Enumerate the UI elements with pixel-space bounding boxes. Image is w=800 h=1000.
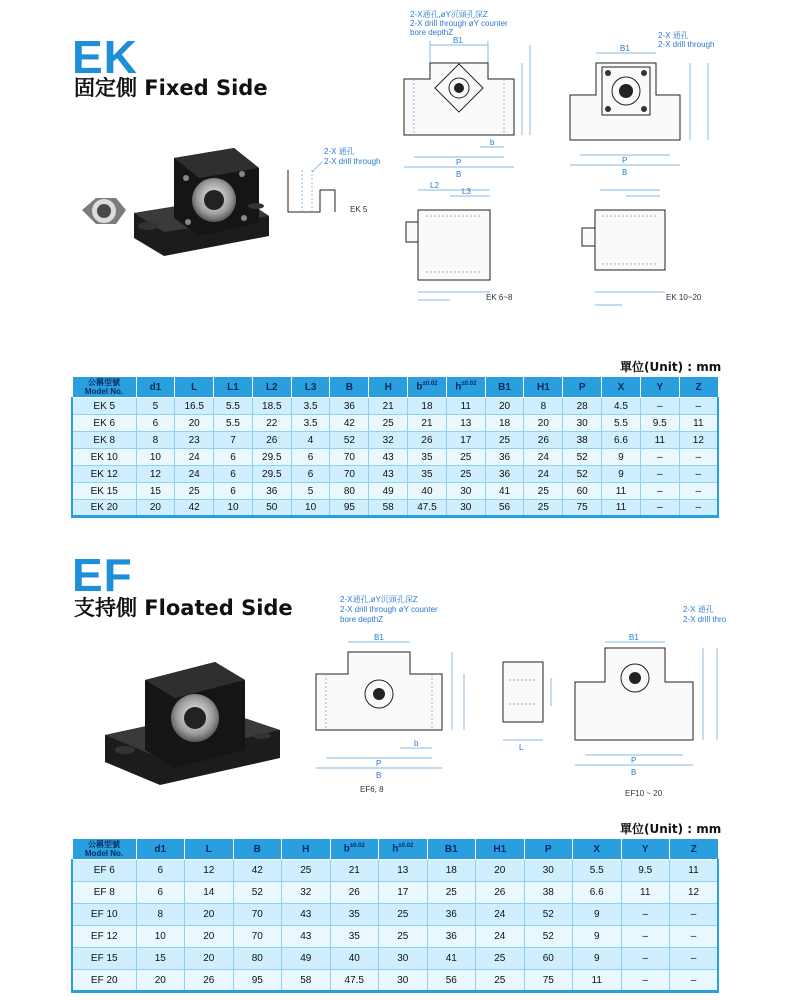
svg-text:b: b bbox=[414, 739, 419, 748]
ek5-caption: EK 5 bbox=[350, 205, 368, 214]
table-row bbox=[72, 500, 718, 517]
ef-header-h1: H1 bbox=[476, 839, 525, 860]
model-cell: EK 5 bbox=[72, 398, 136, 415]
model-cell: EK 15 bbox=[72, 483, 136, 500]
table-cell: 24 bbox=[175, 466, 214, 483]
table-row bbox=[72, 926, 718, 948]
ef-header-model: 公稱型號 Model No. bbox=[72, 839, 136, 860]
table-cell: 32 bbox=[369, 432, 408, 449]
table-cell: 42 bbox=[233, 860, 282, 882]
table-cell: 5.5 bbox=[602, 415, 641, 432]
ek-top-view-diagrams bbox=[390, 180, 770, 320]
table-cell: 11 bbox=[640, 432, 679, 449]
ek-header-h1: H1 bbox=[524, 377, 563, 398]
table-cell: 36 bbox=[485, 466, 524, 483]
model-cell: EF 6 bbox=[72, 860, 136, 882]
table-cell: 5.5 bbox=[214, 398, 253, 415]
table-cell: 25 bbox=[476, 948, 525, 970]
table-cell: 9.5 bbox=[621, 860, 670, 882]
table-row bbox=[72, 882, 718, 904]
table-cell: 6 bbox=[136, 860, 185, 882]
ek-header-p: P bbox=[563, 377, 602, 398]
ek-header-h: $h^{\pm 0.02}$ bbox=[446, 377, 485, 398]
table-cell: 10 bbox=[291, 500, 330, 517]
table-cell: 6.6 bbox=[573, 882, 622, 904]
table-cell: 9 bbox=[573, 926, 622, 948]
table-cell: 36 bbox=[330, 398, 369, 415]
table-cell: 6 bbox=[214, 466, 253, 483]
ek5-callout-line2: 2-X drill through bbox=[324, 157, 381, 166]
table-cell: 36 bbox=[427, 904, 476, 926]
table-cell: 70 bbox=[330, 466, 369, 483]
table-cell: 95 bbox=[330, 500, 369, 517]
ef-callout-drill-line1: 2-X 通孔 bbox=[683, 605, 714, 614]
table-cell: – bbox=[670, 904, 719, 926]
table-cell: 41 bbox=[485, 483, 524, 500]
ek-section-subtitle: 固定側 Fixed Side bbox=[74, 76, 268, 100]
table-cell: 52 bbox=[563, 466, 602, 483]
table-cell: 42 bbox=[175, 500, 214, 517]
table-cell: 26 bbox=[408, 432, 447, 449]
table-cell: 15 bbox=[136, 948, 185, 970]
svg-text:B: B bbox=[622, 168, 628, 177]
ek-callout-cb-line3: bore depthZ bbox=[410, 28, 454, 37]
ef-header-y: Y bbox=[621, 839, 670, 860]
table-cell: 60 bbox=[524, 948, 573, 970]
table-cell: 3.5 bbox=[291, 415, 330, 432]
table-cell: 20 bbox=[185, 948, 234, 970]
table-cell: 47.5 bbox=[408, 500, 447, 517]
table-cell: – bbox=[679, 398, 718, 415]
table-cell: 20 bbox=[485, 398, 524, 415]
ek6-caption: EK 6~8 bbox=[486, 293, 513, 302]
table-cell: 18 bbox=[485, 415, 524, 432]
table-cell: 80 bbox=[233, 948, 282, 970]
table-cell: 18.5 bbox=[252, 398, 291, 415]
ef-front-view-diagram bbox=[300, 590, 500, 810]
ek-callout-cb-line1: 2-X通孔,øY沉頭孔深Z bbox=[410, 10, 488, 19]
ef-section-subtitle: 支持側 Floated Side bbox=[74, 596, 293, 620]
table-cell: 43 bbox=[282, 904, 331, 926]
table-cell: 25 bbox=[524, 500, 563, 517]
table-cell: 12 bbox=[670, 882, 719, 904]
table-cell: 6 bbox=[291, 466, 330, 483]
ek5-side-view-diagram bbox=[280, 140, 390, 230]
table-cell: 95 bbox=[233, 970, 282, 992]
table-cell: 9 bbox=[573, 904, 622, 926]
table-cell: 25 bbox=[476, 970, 525, 992]
table-cell: – bbox=[640, 449, 679, 466]
table-cell: 49 bbox=[282, 948, 331, 970]
svg-text:b: b bbox=[490, 138, 495, 147]
ef-header-h: $h^{\pm 0.02}$ bbox=[379, 839, 428, 860]
model-cell: EF 8 bbox=[72, 882, 136, 904]
ek-header-b1: B1 bbox=[485, 377, 524, 398]
ek-header-model: 公稱型號 Model No. bbox=[72, 377, 136, 398]
table-row bbox=[72, 948, 718, 970]
table-cell: 6 bbox=[214, 483, 253, 500]
table-cell: 70 bbox=[233, 926, 282, 948]
table-cell: 24 bbox=[476, 904, 525, 926]
table-cell: 49 bbox=[369, 483, 408, 500]
ek-callout-cb-line2: 2-X drill through øY counter bbox=[410, 19, 508, 28]
table-cell: 43 bbox=[369, 449, 408, 466]
table-cell: 26 bbox=[476, 882, 525, 904]
table-row bbox=[72, 398, 718, 415]
svg-text:L2: L2 bbox=[430, 181, 439, 190]
table-cell: 30 bbox=[379, 948, 428, 970]
table-cell: 25 bbox=[446, 466, 485, 483]
table-cell: 5 bbox=[291, 483, 330, 500]
table-cell: 25 bbox=[427, 882, 476, 904]
ek5-callout-line1: 2-X 通孔 bbox=[324, 147, 355, 156]
table-cell: 43 bbox=[282, 926, 331, 948]
table-cell: 30 bbox=[446, 483, 485, 500]
table-row bbox=[72, 415, 718, 432]
table-cell: 35 bbox=[330, 926, 379, 948]
table-cell: 5.5 bbox=[214, 415, 253, 432]
table-cell: 15 bbox=[136, 483, 175, 500]
table-cell: 20 bbox=[175, 415, 214, 432]
ek-header-h: H bbox=[369, 377, 408, 398]
table-cell: 26 bbox=[330, 882, 379, 904]
svg-text:L: L bbox=[519, 743, 524, 752]
table-cell: 29.5 bbox=[252, 466, 291, 483]
ef-product-photo bbox=[100, 640, 290, 790]
table-cell: 22 bbox=[252, 415, 291, 432]
ek-header-l2: L2 bbox=[252, 377, 291, 398]
table-cell: 24 bbox=[524, 449, 563, 466]
table-cell: 11 bbox=[670, 860, 719, 882]
ef-header-h: H bbox=[282, 839, 331, 860]
table-cell: 30 bbox=[446, 500, 485, 517]
table-cell: 21 bbox=[330, 860, 379, 882]
table-cell: 3.5 bbox=[291, 398, 330, 415]
table-row bbox=[72, 970, 718, 992]
model-cell: EF 10 bbox=[72, 904, 136, 926]
table-cell: – bbox=[621, 948, 670, 970]
table-cell: 30 bbox=[379, 970, 428, 992]
table-cell: 35 bbox=[330, 904, 379, 926]
table-cell: 30 bbox=[524, 860, 573, 882]
ek-product-photo bbox=[74, 118, 274, 258]
table-cell: 8 bbox=[524, 398, 563, 415]
table-cell: 70 bbox=[233, 904, 282, 926]
table-cell: 35 bbox=[408, 466, 447, 483]
svg-text:B1: B1 bbox=[629, 633, 639, 642]
table-cell: 42 bbox=[330, 415, 369, 432]
ek-header-y: Y bbox=[640, 377, 679, 398]
ef-header-p: P bbox=[524, 839, 573, 860]
svg-text:B1: B1 bbox=[374, 633, 384, 642]
table-cell: 70 bbox=[330, 449, 369, 466]
table-row bbox=[72, 466, 718, 483]
model-cell: EK 12 bbox=[72, 466, 136, 483]
table-cell: 6 bbox=[291, 449, 330, 466]
model-cell: EK 6 bbox=[72, 415, 136, 432]
svg-text:P: P bbox=[631, 756, 637, 765]
table-cell: 20 bbox=[136, 500, 175, 517]
ek-header-z: Z bbox=[679, 377, 718, 398]
table-cell: 26 bbox=[252, 432, 291, 449]
table-cell: 20 bbox=[524, 415, 563, 432]
table-cell: 9 bbox=[573, 948, 622, 970]
table-cell: – bbox=[640, 466, 679, 483]
table-cell: 25 bbox=[524, 483, 563, 500]
table-cell: 47.5 bbox=[330, 970, 379, 992]
table-cell: 17 bbox=[446, 432, 485, 449]
ek-spec-table bbox=[71, 376, 719, 518]
table-cell: – bbox=[670, 970, 719, 992]
ef-header-b: B bbox=[233, 839, 282, 860]
table-cell: 24 bbox=[524, 466, 563, 483]
ek-callout-drill-line2: 2-X drill through bbox=[658, 40, 715, 49]
table-cell: 18 bbox=[427, 860, 476, 882]
ef-callout-cb-line3: bore depthZ bbox=[340, 615, 384, 624]
ef-callout-cb-line2: 2-X drill through øY counter bbox=[340, 605, 438, 614]
table-cell: 8 bbox=[136, 432, 175, 449]
table-cell: – bbox=[679, 500, 718, 517]
table-cell: 40 bbox=[408, 483, 447, 500]
table-cell: 38 bbox=[524, 882, 573, 904]
table-cell: 8 bbox=[136, 904, 185, 926]
table-cell: 20 bbox=[185, 926, 234, 948]
table-cell: 9.5 bbox=[640, 415, 679, 432]
table-cell: 24 bbox=[175, 449, 214, 466]
ek-unit-label: 單位(Unit) : mm bbox=[620, 360, 722, 374]
ef-spec-table bbox=[71, 838, 719, 993]
model-cell: EK 20 bbox=[72, 500, 136, 517]
table-row bbox=[72, 483, 718, 500]
table-cell: 25 bbox=[282, 860, 331, 882]
ef-section-code: EF bbox=[72, 549, 133, 601]
table-cell: 23 bbox=[175, 432, 214, 449]
ef-header-z: Z bbox=[670, 839, 719, 860]
table-cell: 17 bbox=[379, 882, 428, 904]
model-cell: EF 12 bbox=[72, 926, 136, 948]
ef6-caption: EF6, 8 bbox=[360, 785, 384, 794]
svg-text:P: P bbox=[376, 759, 382, 768]
table-cell: 11 bbox=[573, 970, 622, 992]
table-cell: – bbox=[670, 926, 719, 948]
table-cell: 10 bbox=[136, 926, 185, 948]
table-cell: 4.5 bbox=[602, 398, 641, 415]
ek-header-b: B bbox=[330, 377, 369, 398]
table-cell: 20 bbox=[136, 970, 185, 992]
svg-text:B: B bbox=[631, 768, 637, 777]
table-cell: 21 bbox=[408, 415, 447, 432]
ek-header-l3: L3 bbox=[291, 377, 330, 398]
table-cell: – bbox=[640, 483, 679, 500]
table-cell: 75 bbox=[563, 500, 602, 517]
table-cell: 36 bbox=[427, 926, 476, 948]
table-cell: 9 bbox=[602, 466, 641, 483]
table-cell: 13 bbox=[379, 860, 428, 882]
ef-header-b: $b^{\pm 0.02}$ bbox=[330, 839, 379, 860]
table-cell: – bbox=[670, 948, 719, 970]
ef-header-x: X bbox=[573, 839, 622, 860]
table-cell: 9 bbox=[602, 449, 641, 466]
ef-header-b1: B1 bbox=[427, 839, 476, 860]
table-cell: 80 bbox=[330, 483, 369, 500]
table-cell: 11 bbox=[679, 415, 718, 432]
ek-header-l1: L1 bbox=[214, 377, 253, 398]
table-cell: – bbox=[621, 926, 670, 948]
svg-text:B: B bbox=[376, 771, 382, 780]
table-cell: – bbox=[679, 466, 718, 483]
table-cell: 52 bbox=[524, 926, 573, 948]
table-cell: 10 bbox=[136, 449, 175, 466]
table-cell: 10 bbox=[214, 500, 253, 517]
table-cell: 52 bbox=[330, 432, 369, 449]
table-cell: 12 bbox=[136, 466, 175, 483]
table-row bbox=[72, 449, 718, 466]
table-cell: 21 bbox=[369, 398, 408, 415]
table-cell: – bbox=[640, 398, 679, 415]
table-cell: 52 bbox=[524, 904, 573, 926]
table-cell: 36 bbox=[252, 483, 291, 500]
table-cell: 38 bbox=[563, 432, 602, 449]
table-cell: 7 bbox=[214, 432, 253, 449]
ek-front-view-diagram bbox=[390, 5, 540, 185]
ef-header-d1: d1 bbox=[136, 839, 185, 860]
svg-text:P: P bbox=[456, 158, 462, 167]
table-row bbox=[72, 860, 718, 882]
table-cell: 60 bbox=[563, 483, 602, 500]
table-cell: 58 bbox=[282, 970, 331, 992]
model-cell: EK 10 bbox=[72, 449, 136, 466]
ek10-front-view-diagram bbox=[560, 5, 740, 185]
table-cell: – bbox=[640, 500, 679, 517]
table-cell: – bbox=[621, 904, 670, 926]
table-cell: 6.6 bbox=[602, 432, 641, 449]
table-cell: 11 bbox=[602, 483, 641, 500]
table-row bbox=[72, 432, 718, 449]
svg-text:B1: B1 bbox=[620, 44, 630, 53]
ek-section-code: EK bbox=[72, 31, 138, 83]
table-cell: 32 bbox=[282, 882, 331, 904]
table-cell: 13 bbox=[446, 415, 485, 432]
table-cell: 6 bbox=[136, 882, 185, 904]
table-cell: 11 bbox=[446, 398, 485, 415]
model-cell: EK 8 bbox=[72, 432, 136, 449]
table-cell: 16.5 bbox=[175, 398, 214, 415]
table-cell: 36 bbox=[485, 449, 524, 466]
table-cell: 25 bbox=[379, 904, 428, 926]
svg-text:L3: L3 bbox=[462, 187, 471, 196]
table-cell: 43 bbox=[369, 466, 408, 483]
table-cell: 12 bbox=[185, 860, 234, 882]
table-cell: 35 bbox=[408, 449, 447, 466]
ek-callout-drill-line1: 2-X 通孔 bbox=[658, 31, 689, 40]
table-cell: – bbox=[679, 449, 718, 466]
ef-callout-drill-line2: 2-X drill thro bbox=[683, 615, 727, 624]
table-cell: 11 bbox=[602, 500, 641, 517]
table-cell: 28 bbox=[563, 398, 602, 415]
table-cell: 20 bbox=[185, 904, 234, 926]
ef10-front-view-diagram bbox=[565, 600, 800, 800]
table-cell: – bbox=[621, 970, 670, 992]
table-row bbox=[72, 904, 718, 926]
table-cell: 52 bbox=[563, 449, 602, 466]
ef-side-view-diagram bbox=[495, 650, 565, 760]
svg-text:B: B bbox=[456, 170, 462, 179]
table-cell: 18 bbox=[408, 398, 447, 415]
table-cell: 40 bbox=[330, 948, 379, 970]
table-cell: 41 bbox=[427, 948, 476, 970]
table-cell: 52 bbox=[233, 882, 282, 904]
table-cell: – bbox=[679, 483, 718, 500]
ef-header-l: L bbox=[185, 839, 234, 860]
table-cell: 24 bbox=[476, 926, 525, 948]
model-cell: EF 20 bbox=[72, 970, 136, 992]
model-cell: EF 15 bbox=[72, 948, 136, 970]
table-cell: 5.5 bbox=[573, 860, 622, 882]
table-cell: 25 bbox=[175, 483, 214, 500]
ek-header-x: X bbox=[602, 377, 641, 398]
table-cell: 25 bbox=[446, 449, 485, 466]
table-cell: 6 bbox=[136, 415, 175, 432]
table-cell: 58 bbox=[369, 500, 408, 517]
ek-header-l: L bbox=[175, 377, 214, 398]
ek-header-d1: d1 bbox=[136, 377, 175, 398]
table-cell: 26 bbox=[185, 970, 234, 992]
table-cell: 50 bbox=[252, 500, 291, 517]
table-cell: 26 bbox=[524, 432, 563, 449]
table-cell: 20 bbox=[476, 860, 525, 882]
table-cell: 30 bbox=[563, 415, 602, 432]
ek-header-b: $b^{\pm 0.02}$ bbox=[408, 377, 447, 398]
table-cell: 25 bbox=[379, 926, 428, 948]
table-cell: 25 bbox=[369, 415, 408, 432]
table-cell: 11 bbox=[621, 882, 670, 904]
table-cell: 29.5 bbox=[252, 449, 291, 466]
ek10-caption: EK 10~20 bbox=[666, 293, 702, 302]
svg-text:B1: B1 bbox=[453, 36, 463, 45]
table-cell: 12 bbox=[679, 432, 718, 449]
ef-callout-cb-line1: 2-X通孔,øY沉頭孔深Z bbox=[340, 595, 418, 604]
table-cell: 25 bbox=[485, 432, 524, 449]
svg-text:P: P bbox=[622, 156, 628, 165]
table-cell: 56 bbox=[427, 970, 476, 992]
ef-unit-label: 單位(Unit) : mm bbox=[620, 822, 722, 836]
table-cell: 4 bbox=[291, 432, 330, 449]
ef10-caption: EF10 ~ 20 bbox=[625, 789, 663, 798]
table-cell: 56 bbox=[485, 500, 524, 517]
table-cell: 14 bbox=[185, 882, 234, 904]
table-cell: 6 bbox=[214, 449, 253, 466]
table-cell: 5 bbox=[136, 398, 175, 415]
table-cell: 75 bbox=[524, 970, 573, 992]
